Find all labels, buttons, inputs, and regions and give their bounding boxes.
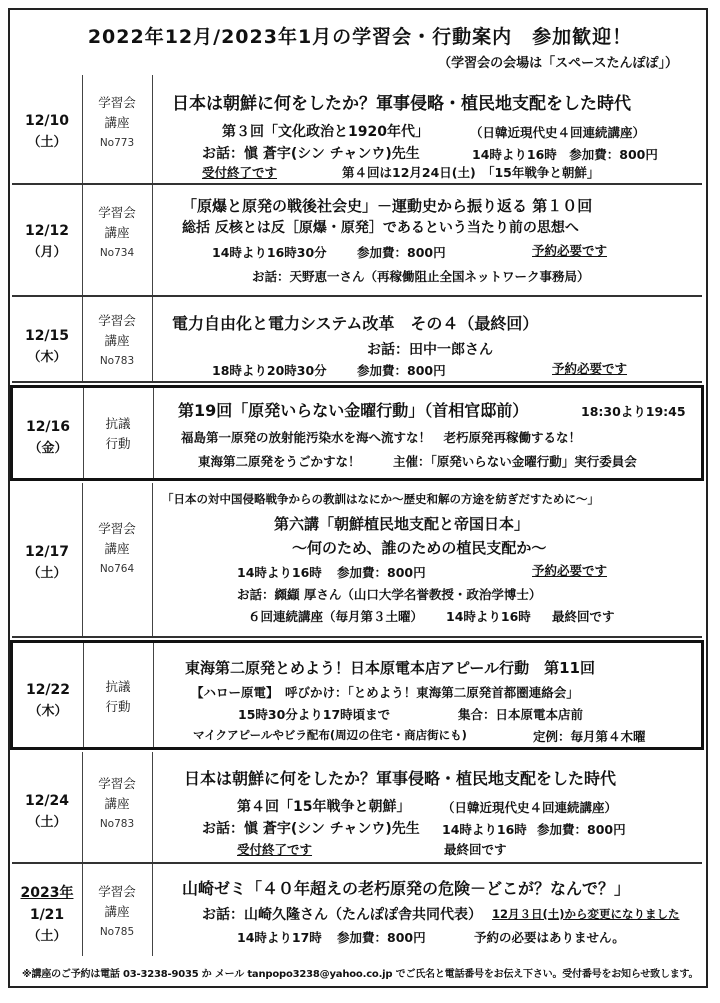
event-subtitle: 総括 反核とは反［原爆・原発］であるという当たり前の思想へ	[182, 220, 579, 236]
event-title: 第六講「朝鮮植民地支配と帝国日本」	[274, 515, 530, 533]
event-fee: 参加費：800円	[357, 363, 446, 378]
reservation-required: 予約必要です	[552, 361, 628, 376]
event-time: 15時30分より17時頃まで	[238, 707, 391, 722]
date-value: 12/16	[25, 419, 71, 435]
divider	[152, 185, 153, 295]
page-title: 2022年12月/2023年1月の学習会・行動案内 参加歓迎！	[87, 26, 633, 48]
event-number: No783	[99, 355, 135, 367]
event-title: 日本は朝鮮に何をしたか？軍事侵略・植民地支配をした時代	[172, 94, 631, 114]
event-fee: 参加費：800円	[357, 245, 446, 260]
divider	[153, 388, 154, 478]
day-of-week: （土）	[27, 815, 67, 830]
event-speaker: お話：愼 蒼宇(シン チャンウ)先生	[202, 821, 420, 837]
divider	[152, 483, 153, 636]
event-fee: 参加費：800円	[537, 822, 626, 837]
event-category	[84, 774, 150, 834]
event-category	[85, 414, 151, 454]
event-date	[12, 882, 82, 948]
event-time: 14時より17時	[237, 930, 322, 945]
reservation-footer: ※講座のご予約は電話 03-3238-9035 か メール tanpopo3238@yahoo.co.jp でご氏名と電話番号をお伝え下さい。受付番号をお知らせ致します。	[22, 969, 699, 980]
venue-note: （学習会の会場は「スペースたんぽぽ」）	[438, 56, 678, 71]
category-label: 学習会	[98, 776, 136, 791]
event-speaker: お話：愼 蒼宇(シン チャンウ)先生	[202, 146, 420, 162]
divider	[82, 185, 83, 295]
date-value: 12/24	[24, 793, 70, 809]
final-session-note: 最終回です	[444, 842, 507, 857]
event-row-1224	[12, 752, 702, 864]
day-of-week: （木）	[28, 704, 68, 719]
category-label: 学習会	[98, 313, 136, 328]
event-row-1216	[10, 385, 704, 481]
category-label: 学習会	[98, 521, 136, 536]
category-label: 講座	[104, 541, 130, 556]
event-number: No764	[99, 563, 135, 575]
event-time: 14時より16時30分	[212, 245, 327, 260]
category-label: 学習会	[98, 205, 136, 220]
divider	[152, 297, 153, 381]
event-speaker: お話：纐纈 厚さん（山口大学名誉教授・政治学博士）	[237, 587, 542, 602]
date-value: 12/22	[25, 682, 71, 698]
event-number: No773	[99, 137, 135, 149]
divider	[82, 297, 83, 381]
divider	[152, 864, 153, 956]
event-session: 第４回「15年戦争と朝鮮」	[237, 799, 411, 815]
category-label: 行動	[105, 699, 131, 714]
divider	[152, 752, 153, 862]
event-fee: 参加費：800円	[337, 565, 426, 580]
event-row-1215	[12, 297, 702, 383]
category-label: 講座	[104, 796, 130, 811]
series-info: ６回連続講座（毎月第３土曜）	[248, 609, 424, 624]
event-title: 山崎ゼミ「４０年超えの老朽原発の危険－どこが？なんで？」	[182, 879, 631, 898]
category-label: 抗議	[105, 679, 131, 694]
category-label: 講座	[104, 225, 130, 240]
event-row-1212	[12, 185, 702, 297]
event-date	[12, 541, 82, 585]
day-of-week: （金）	[28, 441, 68, 456]
event-category	[85, 677, 151, 717]
category-label: 講座	[104, 904, 130, 919]
event-series: （日韓近現代史４回連続講座）	[470, 125, 646, 140]
divider	[82, 483, 83, 636]
event-title: 東海第二原発とめよう！日本原電本店アピール行動 第11回	[185, 659, 595, 677]
registration-status: 受付終了です	[237, 842, 313, 857]
date-value: 12/10	[24, 113, 70, 129]
event-session: 第３回「文化政治と1920年代」	[222, 124, 429, 140]
event-date	[13, 416, 83, 460]
date-value: 12/12	[24, 223, 70, 239]
event-category	[84, 882, 150, 942]
event-date	[12, 110, 82, 154]
day-of-week: （月）	[27, 245, 67, 260]
reservation-required: 予約必要です	[532, 563, 608, 578]
event-note: 第４回は12月24日(土) 「15年戦争と朝鮮」	[342, 165, 600, 180]
event-speaker: お話：山崎久隆さん（たんぽぽ舎共同代表）	[202, 907, 482, 923]
event-row-1210	[12, 75, 702, 185]
category-label: 行動	[105, 436, 131, 451]
event-category	[84, 203, 150, 263]
event-row-0121	[12, 864, 702, 956]
event-title: 第19回「原発いらない金曜行動」（首相官邸前）	[178, 401, 529, 420]
event-subtitle: ～何のため、誰のための植民支配か～	[292, 539, 547, 557]
event-title: 「原爆と原発の戦後社会史」－運動史から振り返る 第１０回	[182, 197, 593, 215]
event-date	[12, 325, 82, 369]
category-label: 学習会	[98, 95, 136, 110]
event-tag: 【ハロー原電】	[191, 685, 279, 700]
event-number: No734	[99, 247, 135, 259]
event-speaker: お話：田中一郎さん	[367, 342, 493, 358]
day-of-week: （土）	[27, 135, 67, 150]
event-schedule: 定例：毎月第４木曜	[533, 729, 646, 744]
category-label: 学習会	[98, 884, 136, 899]
event-time: 14時より16時	[237, 565, 322, 580]
year-value: 2023年	[20, 885, 74, 901]
event-date	[12, 220, 82, 264]
day-of-week: （土）	[27, 566, 67, 581]
event-number: No783	[99, 818, 135, 830]
event-organizer: 呼びかけ：「とめよう！東海第二原発首都圏連絡会」	[285, 685, 579, 700]
schedule-change-note: 12月３日(土)から変更になりました	[492, 907, 680, 921]
date-value: 12/17	[24, 544, 70, 560]
category-label: 抗議	[105, 416, 131, 431]
day-of-week: （木）	[27, 350, 67, 365]
event-slogan: 東海第二原発をうごかすな！	[198, 454, 361, 469]
event-speaker: お話：天野恵一さん（再稼働阻止全国ネットワーク事務局）	[252, 269, 590, 284]
event-title: 電力自由化と電力システム改革 その４（最終回）	[172, 314, 539, 333]
event-number: No785	[99, 926, 135, 938]
divider	[153, 643, 154, 747]
divider	[82, 75, 83, 183]
event-series: （日韓近現代史４回連続講座）	[442, 800, 618, 815]
event-row-1217	[12, 483, 702, 638]
event-category	[84, 93, 150, 153]
reservation-note: 予約の必要はありません。	[474, 930, 625, 945]
category-label: 講座	[104, 333, 130, 348]
registration-status: 受付終了です	[202, 165, 278, 180]
event-category	[84, 519, 150, 579]
event-activity: マイクアピールやビラ配布(周辺の住宅・商店街にも)	[193, 728, 467, 742]
date-value: 1/21	[29, 907, 65, 923]
event-slogan: 福島第一原発の放射能汚染水を海へ流すな！ 老朽原発再稼働するな！	[181, 430, 582, 445]
date-value: 12/15	[24, 328, 70, 344]
event-fee: 参加費：800円	[337, 930, 426, 945]
event-organizer: 主催：「原発いらない金曜行動」実行委員会	[393, 454, 637, 469]
final-session-note: 最終回です	[552, 609, 615, 624]
series-title: 「日本の対中国侵略戦争からの教訓はなにか～歴史和解の方途を紡ぎだすために～」	[162, 492, 599, 506]
event-meeting-point: 集合：日本原電本店前	[458, 707, 584, 722]
divider	[83, 643, 84, 747]
divider	[83, 388, 84, 478]
event-category	[84, 311, 150, 371]
divider	[82, 864, 83, 956]
event-date	[12, 790, 82, 834]
category-label: 講座	[104, 115, 130, 130]
event-date	[13, 679, 83, 723]
divider	[82, 752, 83, 862]
event-time: 18:30より19:45	[581, 404, 686, 419]
event-time: 14時より16時	[442, 822, 527, 837]
event-row-1222	[10, 640, 704, 750]
divider	[152, 75, 153, 183]
series-time: 14時より16時	[446, 609, 531, 624]
event-time-fee: 14時より16時 参加費：800円	[472, 147, 658, 162]
event-time: 18時より20時30分	[212, 363, 327, 378]
day-of-week: （土）	[27, 929, 67, 944]
event-title: 日本は朝鮮に何をしたか？軍事侵略・植民地支配をした時代	[184, 769, 617, 788]
reservation-required: 予約必要です	[532, 243, 608, 258]
